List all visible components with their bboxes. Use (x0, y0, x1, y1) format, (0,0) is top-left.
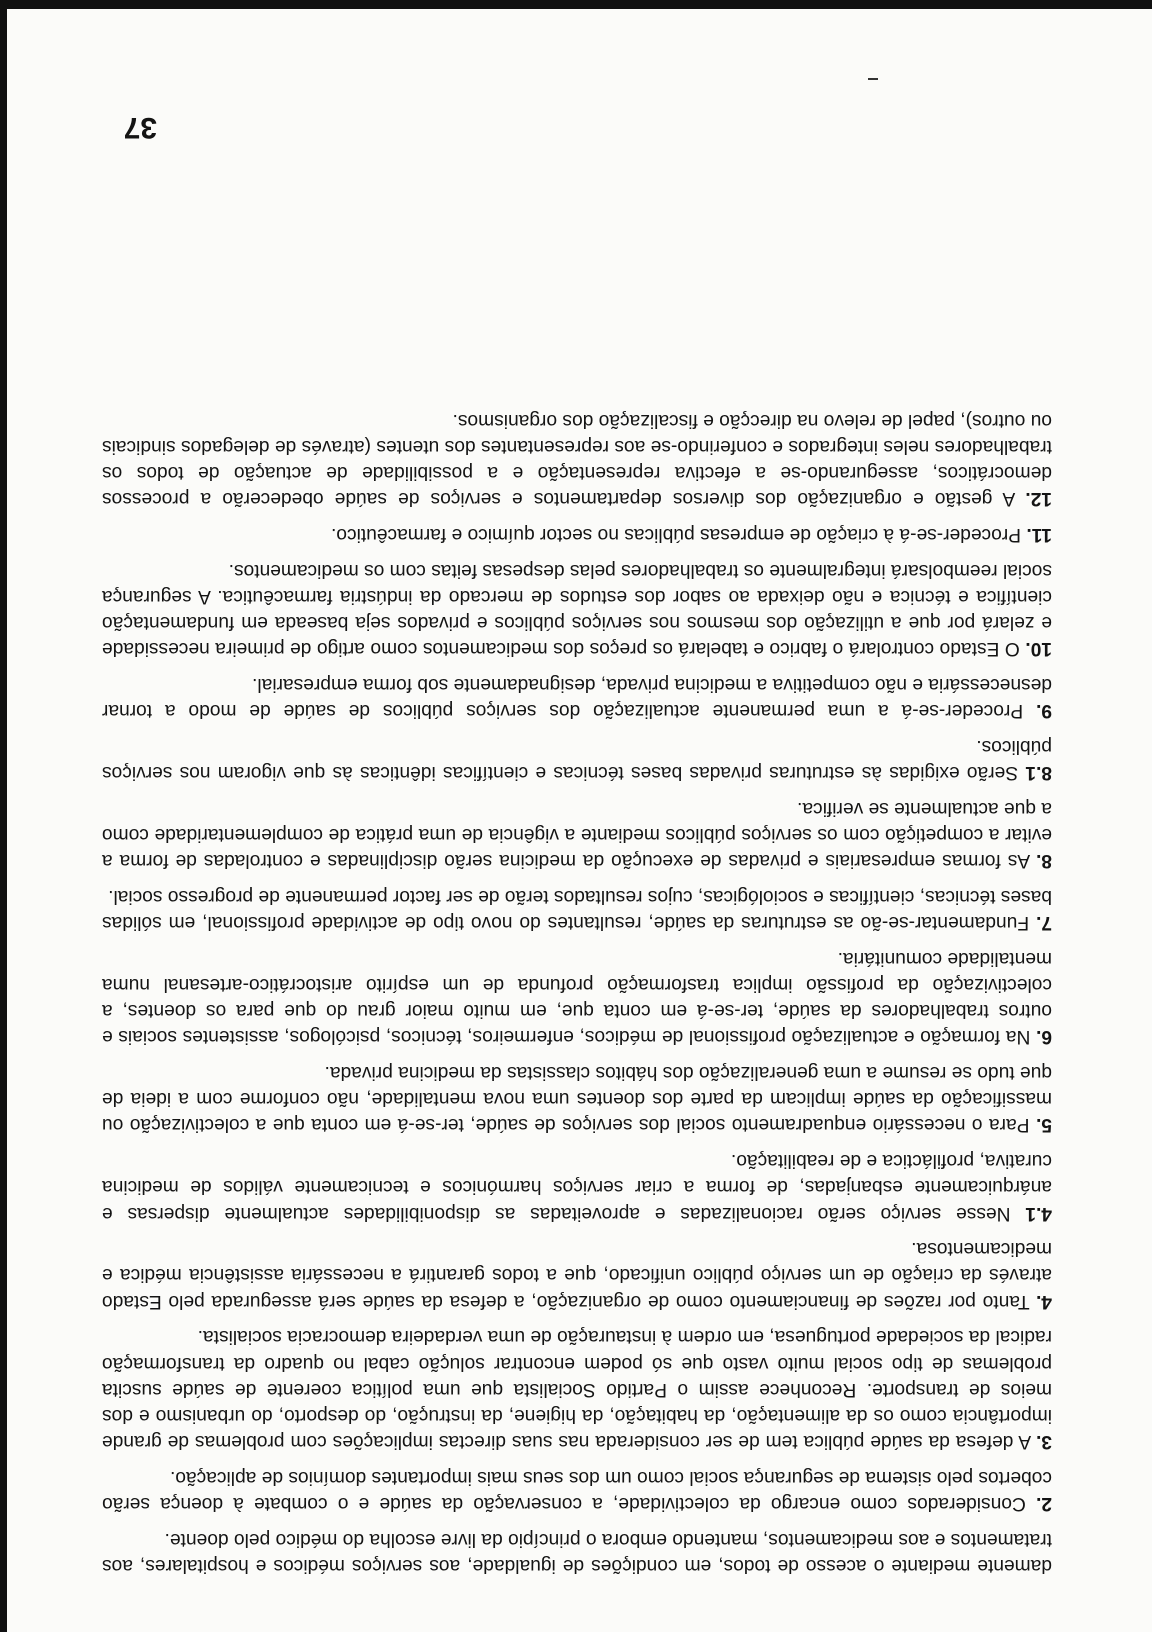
paragraph-3: 3. A defesa da saúde pública tem de ser considerada nas suas directas implicações com problemas de grande importância como os da alimentação, da habitação, da higiene, da instrução, do desporto, do urbanismo e dos meios de transporte. Reconhece assim o Partido Socialista que uma política coerente de saúde suscita problemas de tipo social muito vasto que só podem encontrar solução cabal no quadro da transformação radical da sociedade portuguesa, em ordem à instauração de uma verdadeira democracia socialista. (102, 1326, 1052, 1453)
paragraph-11: 11. Proceder-se-á à criação de empresas públicas no sector químico e farmacêutico. (331, 523, 1052, 545)
paragraph-9: 9. Proceder-se-á a uma permanente actualização dos serviços públicos de saúde de modo a tornar desnecessária e não competitiva a medicina privada, designadamente sob forma empresarial. (102, 673, 1052, 722)
paragraph-4: 4. Tanto por razões de financiamento como de organização, a defesa da saúde será assegurada pelo Estado através da criação de um serviço público unificado, que a todos garantirá a necessária assistência médica e medicamentosa. (102, 1238, 1052, 1312)
paragraph-8: 8. As formas empresariais e privadas de execução da medicina serão disciplinadas e controladas de forma a evitar a competição com os serviços públicos mediante a vigência de uma prática de complementaridade como a que actualmente se verifica. (102, 797, 1052, 872)
paragraph-2: 2. Considerados como encargo da colectividade, a conservação da saúde e o combate à doença serão cobertos pelo sistema de segurança social como um dos seus mais importantes domínios de aplicação. (102, 1466, 1052, 1515)
paragraph-8-1: 8.1 Serão exigidas às estruturas privadas bases técnicas e científicas idênticas às que vigoram nos serviços públicos. (102, 735, 1052, 784)
paragraph-continuation: damente mediante o acesso de todos, em condições de igualdade, aos serviços médicos e hospitalares, aos tratamentos e aos medicamentos, mantendo embora o princípio da livre escolha do médico pelo doente. (102, 1528, 1052, 1576)
paragraph-6: 6. Na formação e actualização profissional de médicos, enfermeiros, técnicos, psicólogos, assistentes sociais e outros trabalhadores da saúde, ter-se-á em conta que, em muito maior grau do que para os doentes, a colectivização da profissão implica trasformação profunda de um espírito aristocrático-artesanal numa mentalidade comunitária. (102, 947, 1052, 1048)
paragraph-12: 12. A gestão e organização dos diversos departamentos e serviços de saúde obedecerão a processos democráticos, assegurando-se a efectiva representação e a possibilidade de actuação de todos os trabalhadores neles integrados e conferindo-se aos representantes dos utentes (através de delegados sindicais ou outros), papel de relevo na direcção e fiscalização dos organismos. (101, 409, 1052, 510)
paragraph-7: 7. Fundamentar-se-ão as estruturas da saúde, resultantes do novo tipo de actividade profissional, em sólidas bases técnicas, científicas e sociológicas, cujos resultados terão de ser factor permanente de progresso social. (102, 885, 1052, 934)
page-number: 37 (123, 111, 157, 144)
paragraph-10: 10. O Estado controlará o fabrico e tabelará os preços dos medicamentos como artigo de primeira necessidade e zelará por que a utilização dos mesmos nos serviços públicos e privados seja baseada em fundamentação científica e técnica e não deixada ao sabor dos estudos de mercado da indústria farmacêutica. A segurança social reembolsará integralmente os trabalhadores pelas despesas feitas com os medicamentos. (102, 559, 1052, 660)
paragraph-5: 5. Para o necessário enquadramento social dos serviços de saúde, ter-se-á em conta que a colectivização ou massificação da saúde implicam da parte dos doentes uma nova mentalidade, não conforme com a ideia de que tudo se resume a uma generalização dos hábitos classistas da medicina privada. (102, 1062, 1052, 1136)
body-text (102, 397, 1052, 1578)
paragraph-4-1: 4.1 Nesse serviço serão racionalizadas e aproveitadas as disponibilidades actualmente dispersas e anárquicamente esbanjadas, de forma a criar serviços harmónicos e tecnicamente válidos de medicina curativa, profiláctica e de reabilitação. (102, 1150, 1052, 1224)
